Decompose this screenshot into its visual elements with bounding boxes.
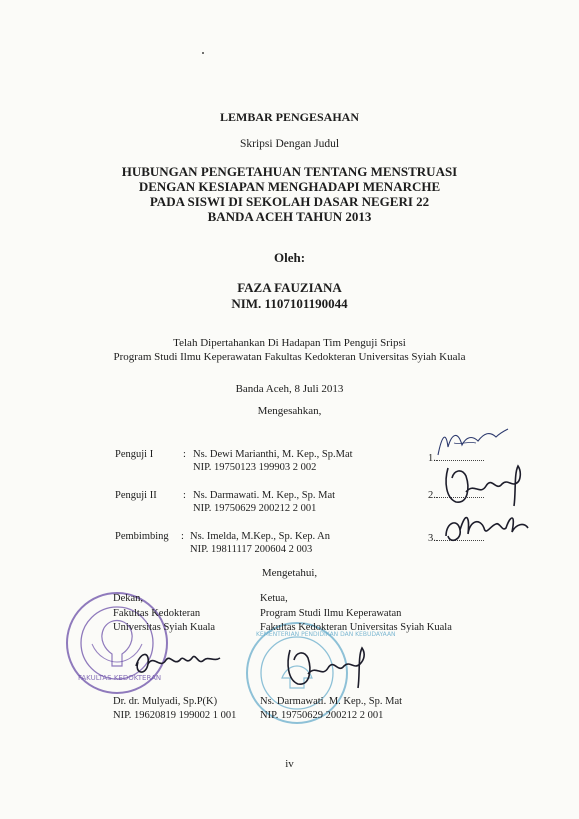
signature-number: 1. (428, 453, 436, 464)
author-block (0, 280, 579, 312)
examiner-nip: NIP. 19750629 200212 2 001 (193, 503, 317, 514)
chair-title: Ketua, (260, 593, 288, 604)
thesis-title-line: DENGAN KESIAPAN MENGHADAPI MENARCHE (138, 179, 441, 194)
dean-nip: NIP. 19620819 199002 1 001 (113, 710, 237, 721)
author-nim: NIM. 1107101190044 (231, 296, 348, 311)
oleh-label: Oleh: (273, 250, 306, 265)
examiner-colon: : (181, 531, 184, 542)
dean-title: Dekan, (113, 593, 144, 604)
scan-speck (202, 52, 204, 54)
dean-org: Universitas Syiah Kuala (113, 622, 216, 633)
signature-3-icon (440, 506, 535, 552)
chair-name: Ns. Darmawati. M. Kep., Sp. Mat (260, 696, 403, 707)
defense-date: Banda Aceh, 8 Juli 2013 (235, 383, 344, 395)
subtitle: Skripsi Dengan Judul (239, 138, 340, 150)
examiner-nip: NIP. 19811117 200604 2 003 (190, 544, 313, 555)
chair-org: Program Studi Ilmu Keperawatan (260, 608, 402, 619)
defense-line: Telah Dipertahankan Di Hadapan Tim Penguji Sripsi (173, 337, 406, 349)
examiner-role: Pembimbing (115, 531, 169, 542)
signature-1-icon (432, 425, 512, 461)
examiner-name: Ns. Darmawati. M. Kep., Sp. Mat (193, 490, 336, 501)
examiner-role: Penguji II (115, 490, 157, 501)
chair-nip: NIP. 19750629 200212 2 001 (260, 710, 384, 721)
dean-org: Fakultas Kedokteran (113, 608, 201, 619)
thesis-title-line: PADA SISWI DI SEKOLAH DASAR NEGERI 22 (149, 194, 430, 209)
chair-signature-icon (282, 644, 382, 690)
page-heading: LEMBAR PENGESAHAN (219, 110, 359, 124)
thesis-title (0, 164, 579, 224)
thesis-title-line: BANDA ACEH TAHUN 2013 (207, 209, 372, 224)
signature-number: 2. (428, 490, 436, 501)
dean-signature-icon (128, 644, 228, 684)
page-number: iv (285, 758, 294, 770)
examiner-nip: NIP. 19750123 199903 2 002 (193, 462, 317, 473)
dean-name: Dr. dr. Mulyadi, Sp.P(K) (113, 696, 218, 707)
stamp-text: FAKULTAS KEDOKTERAN (78, 674, 162, 682)
mengetahui-label: Mengetahui, (261, 567, 318, 579)
signature-2-icon (440, 462, 535, 512)
examiner-role: Penguji I (115, 449, 154, 460)
stamp-text: KEMENTERIAN PENDIDIKAN DAN KEBUDAYAAN (256, 631, 396, 638)
examiner-colon: : (183, 490, 186, 501)
examiner-colon: : (183, 449, 186, 460)
defense-line: Program Studi Ilmu Keperawatan Fakultas Kedokteran Universitas Syiah Kuala (113, 351, 466, 363)
mengesahkan-label: Mengesahkan, (257, 405, 322, 417)
examiner-name: Ns. Imelda, M.Kep., Sp. Kep. An (190, 531, 330, 542)
examiner-name: Ns. Dewi Marianthi, M. Kep., Sp.Mat (193, 449, 353, 460)
author-name: FAZA FAUZIANA (237, 280, 342, 295)
thesis-title-line: HUBUNGAN PENGETAHUAN TENTANG MENSTRUASI (121, 164, 458, 179)
defense-statement (0, 336, 579, 364)
chair-org: Fakultas Kedokteran Universitas Syiah Kuala (260, 622, 452, 633)
signature-number: 3. (428, 533, 436, 544)
